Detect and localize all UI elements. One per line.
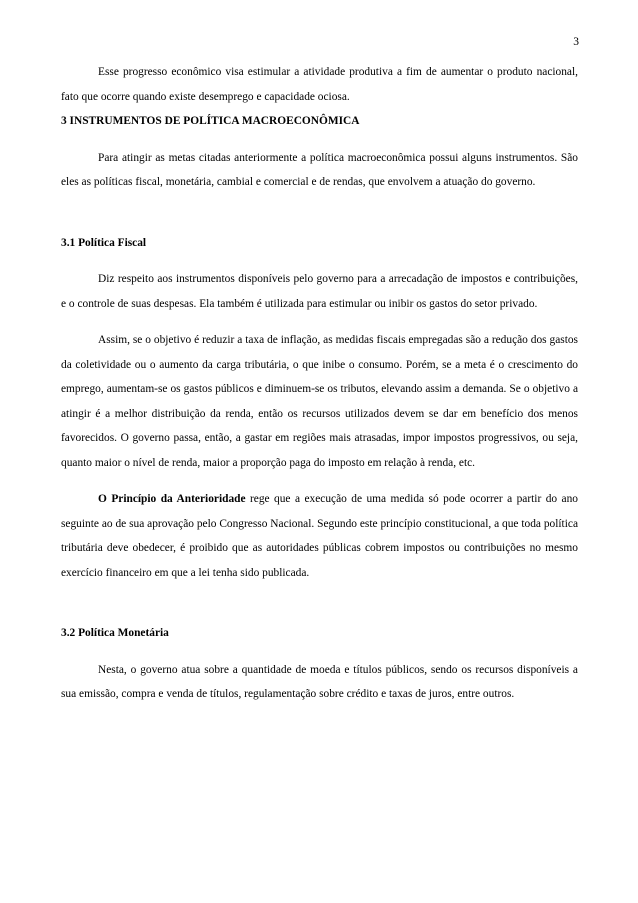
anterioridade-principle-term: O Princípio da Anterioridade (98, 493, 246, 505)
page-number: 3 (573, 36, 579, 48)
intro-paragraph: Esse progresso econômico visa estimular a atividade produtiva a fim de aumentar o produto nacional, fato que ocorre quando existe desemprego e capacidade ociosa. (61, 66, 578, 103)
section-3-2-heading: 3.2 Política Monetária (61, 627, 169, 639)
page-content (61, 60, 578, 707)
section-3-1-heading: 3.1 Política Fiscal (61, 236, 147, 249)
section-3-paragraph: Para atingir as metas citadas anteriormente a política macroeconômica possui alguns instrumentos. São eles as políticas fiscal, monetária, cambial e comercial e de rendas, que envolvem a atuação do governo. (61, 151, 578, 188)
anterioridade-principle-text: rege que a execução de uma medida só pode ocorrer a partir do ano seguinte ao de sua aprovação pelo Congresso Nacional. Segundo este princípio constitucional, a que toda política tributária deve obedecer, é proibido que as autoridades públicas cobrem impostos ou contribuições no mesmo exercício financeiro em que a lei tenha sido publicada. (61, 493, 578, 579)
fiscal-paragraph-1: Diz respeito aos instrumentos disponíveis pelo governo para a arrecadação de impostos e contribuições, e o controle de suas despesas. Ela também é utilizada para estimular ou inibir os gastos do setor privado. (61, 273, 578, 310)
fiscal-paragraph-2: Assim, se o objetivo é reduzir a taxa de inflação, as medidas fiscais empregadas são a redução dos gastos da coletividade ou o aumento da carga tributária, o que inibe o consumo. Porém, se a meta é o crescimento do emprego, aumentam-se os gastos públicos e diminuem-se os tributos, elevando assim a demanda. Se o objetivo a atingir é a melhor distribuição da renda, então os recursos utilizados devem se dar em benefício dos menos favorecidos. O governo passa, então, a gastar em regiões mais atrasadas, impor impostos progressivos, ou seja, quanto maior o nível de renda, maior a proporção paga do imposto em relação à renda, etc. (61, 334, 578, 469)
fiscal-paragraph-3 (61, 487, 578, 585)
monetary-paragraph: Nesta, o governo atua sobre a quantidade de moeda e títulos públicos, sendo os recursos disponíveis a sua emissão, compra e venda de títulos, regulamentação sobre crédito e taxas de juros, entre outros. (61, 663, 578, 700)
section-3-heading: 3 INSTRUMENTOS DE POLÍTICA MACROECONÔMICA (61, 115, 360, 127)
